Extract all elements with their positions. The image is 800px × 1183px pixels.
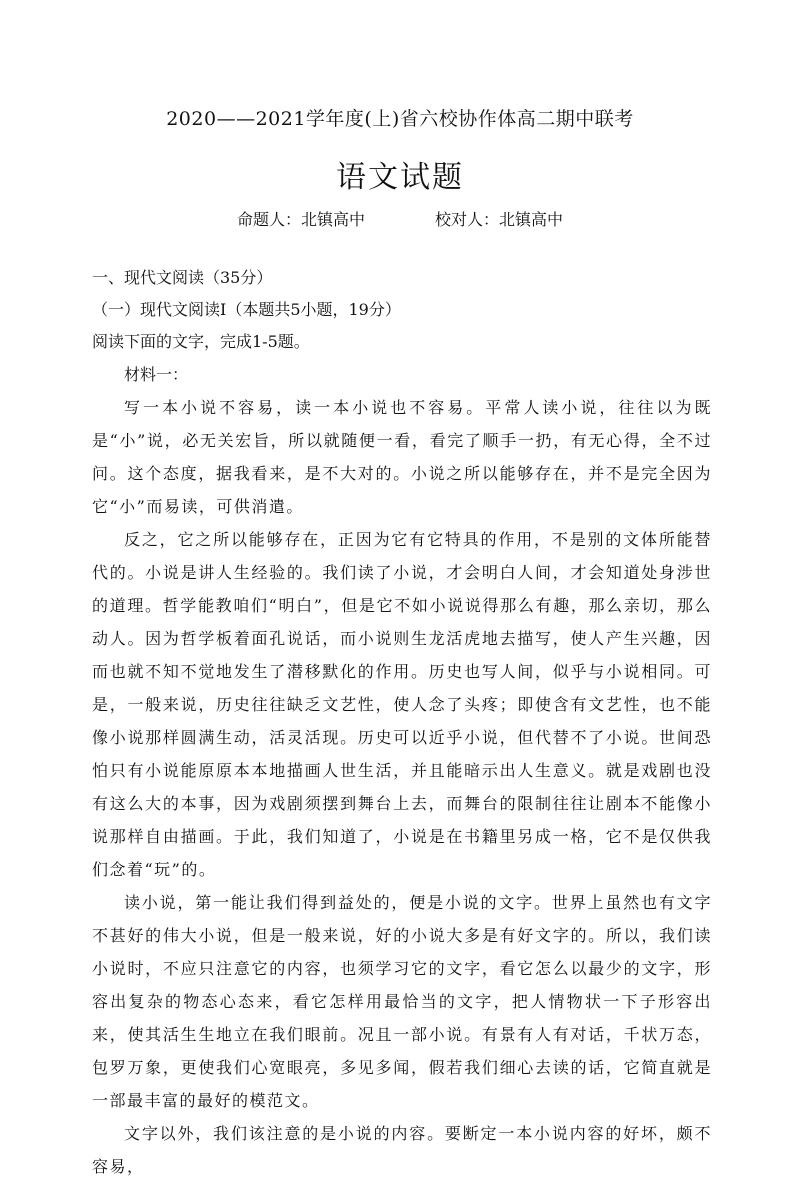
section-heading: 一、现代文阅读（35分） (92, 268, 273, 287)
paragraph: 文字以外，我们该注意的是小说的内容。要断定一本小说内容的好坏，颇不容易， (92, 1124, 712, 1176)
material-label: 材料一： (124, 365, 189, 384)
setter-label: 命题人：北镇高中 (236, 210, 365, 229)
page-title: 语文试题 (336, 160, 464, 195)
paragraph: 反之，它之所以能够存在，正因为它有它特具的作用，不是别的文体所能替代的。小说是讲人生经验的。我们读了小说，才会明白人间，才会知道处身涉世的道理。哲学能教咱们“明白”，但是它不如小说说得那么有趣，那么亲切，那么动人。因为哲学板着面孔说话，而小说则生龙活虎地去描写，使人产生兴趣，因而也就不知不觉地发生了潜移默化的作用。历史也写人间，似乎与小说相同。可是，一般来说，历史往往缺乏文艺性，使人念了头疼；即使含有文艺性，也不能像小说那样圆满生动，活灵活现。历史可以近乎小说，但代替不了小说。世间恐怕只有小说能原原本本地描画人世生活，并且能暗示出人生意义。就是戏剧也没有这么大的本事，因为戏剧须摆到舞台上去，而舞台的限制往往让剧本不能像小说那样自由描画。于此，我们知道了，小说是在书籍里另成一格，它不是仅供我们念着“玩”的。 (92, 530, 712, 879)
paragraph: 写一本小说不容易，读一本小说也不容易。平常人读小说，往往以为既是“小”说，必无关宏旨，所以就随便一看，看完了顺手一扔，有无心得，全不过问。这个态度，据我看来，是不大对的。小说之所以能够存在，并不是完全因为它“小”而易读，可供消遣。 (92, 398, 712, 516)
exam-header-line: 2020——2021学年度(上)省六校协作体高二期中联考 (166, 108, 634, 130)
author-line (0, 207, 800, 230)
proofreader-label: 校对人：北镇高中 (435, 210, 564, 229)
paragraph: 读小说，第一能让我们得到益处的，便是小说的文字。世界上虽然也有文字不甚好的伟大小说，但是一般来说，好的小说大多是有好文字的。所以，我们读小说时，不应只注意它的内容，也须学习它的文字，看它怎么以最少的文字，形容出复杂的物态心态来，看它怎样用最恰当的文字，把人情物状一下子形容出来，使其活生生地立在我们眼前。况且一部小说。有景有人有对话，千状万态，包罗万象，更使我们心宽眼亮，多见多闻，假若我们细心去读的话，它简直就是一部最丰富的最好的模范文。 (92, 893, 712, 1110)
section-subheading: （一）现代文阅读Ⅰ（本题共5小题，19分） (92, 300, 401, 319)
section-instruction: 阅读下面的文字，完成1-5题。 (92, 332, 310, 351)
reading-section (92, 262, 712, 1183)
